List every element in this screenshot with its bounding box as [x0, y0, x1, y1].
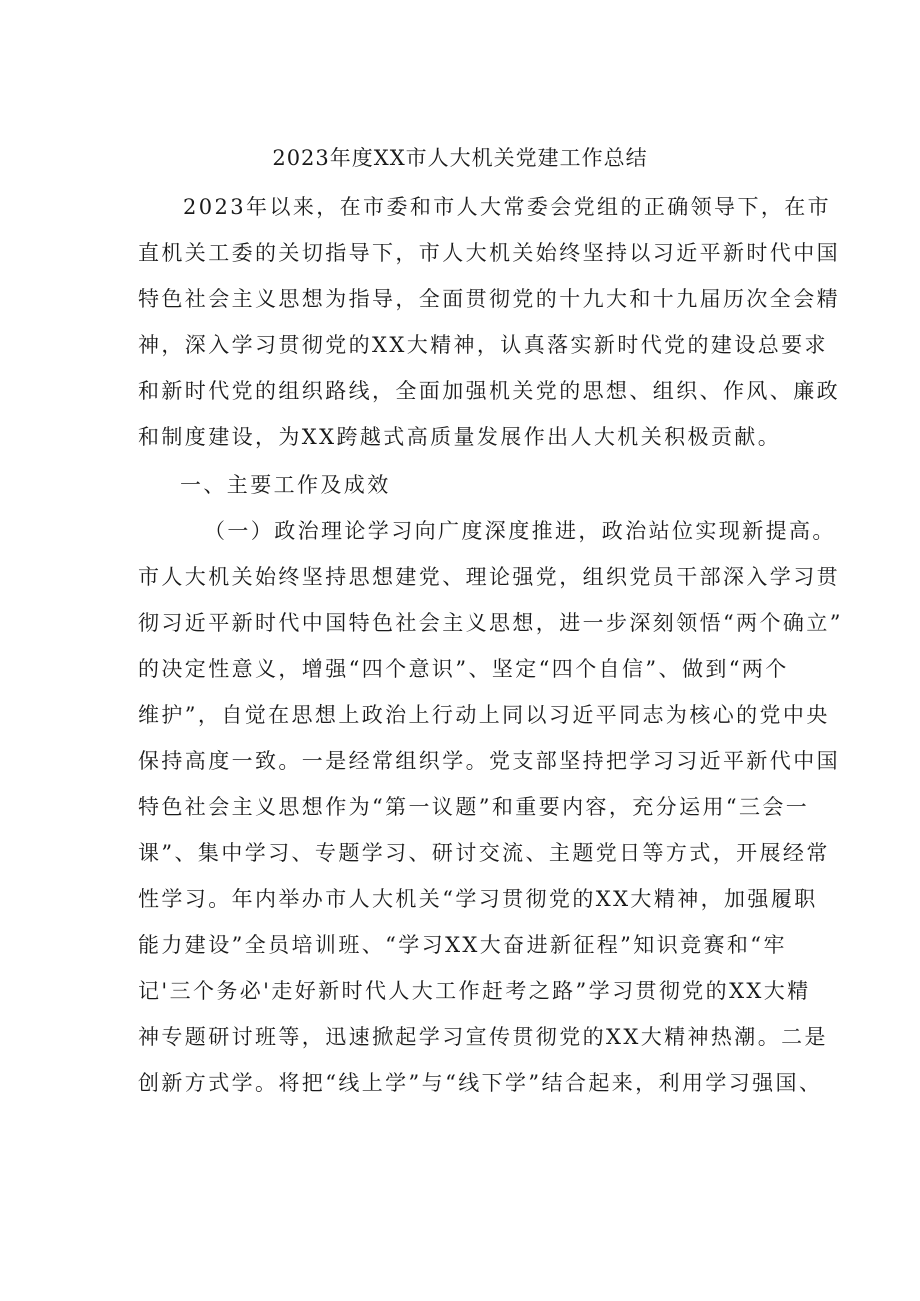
section-heading: 一、主要工作及成效 [180, 473, 391, 497]
paragraph-line: 创新方式学。将把“线上学”与“线下学”结合起来，利用学习强国、 [138, 1071, 823, 1095]
subsection-heading: （一）政治理论学习向广度深度推进，政治站位实现新提高。 [204, 519, 836, 543]
paragraph-line: 神专题研讨班等，迅速掀起学习宣传贯彻党的XX大精神热潮。二是 [138, 1025, 828, 1049]
paragraph-line: 和新时代党的组织路线，全面加强机关党的思想、组织、作风、廉政 [138, 379, 840, 403]
paragraph-line: 彻习近平新时代中国特色社会主义思想，进一步深刻领悟“两个确立” [138, 611, 843, 635]
paragraph-line: 特色社会主义思想为指导，全面贯彻党的十九大和十九届历次全会精 [138, 287, 840, 311]
document-title: 2023年度XX市人大机关党建工作总结 [272, 146, 648, 170]
paragraph-line: 和制度建设，为XX跨越式高质量发展作出人大机关积极贡献。 [138, 425, 782, 449]
paragraph-line: 直机关工委的关切指导下，市人大机关始终坚持以习近平新时代中国 [138, 241, 840, 265]
paragraph-line: 课”、集中学习、专题学习、研讨交流、主题党日等方式，开展经常 [138, 841, 830, 865]
paragraph-line: 神，深入学习贯彻党的XX大精神，认真落实新时代党的建设总要求 [138, 333, 828, 357]
paragraph-line: 维护”，自觉在思想上政治上行动上同以习近平同志为核心的党中央 [138, 703, 830, 727]
paragraph-line: 特色社会主义思想作为“第一议题”和重要内容，充分运用“三会一 [138, 795, 810, 819]
paragraph-line: 保持高度一致。一是经常组织学。党支部坚持把学习习近平新代中国 [138, 749, 840, 773]
paragraph-line: 能力建设”全员培训班、“学习XX大奋进新征程”知识竞赛和“牢 [138, 933, 787, 957]
paragraph-line: 记'三个务必'走好新时代人大工作赶考之路”学习贯彻党的XX大精 [138, 979, 811, 1003]
paragraph-line: 性学习。年内举办市人大机关“学习贯彻党的XX大精神，加强履职 [138, 887, 818, 911]
paragraph-line: 市人大机关始终坚持思想建党、理论强党，组织党员干部深入学习贯 [138, 565, 840, 589]
paragraph-line: 的决定性意义，增强“四个意识”、坚定“四个自信”、做到“两个 [138, 657, 789, 681]
paragraph-line: 2023年以来，在市委和市人大常委会党组的正确领导下，在市 [183, 195, 832, 219]
